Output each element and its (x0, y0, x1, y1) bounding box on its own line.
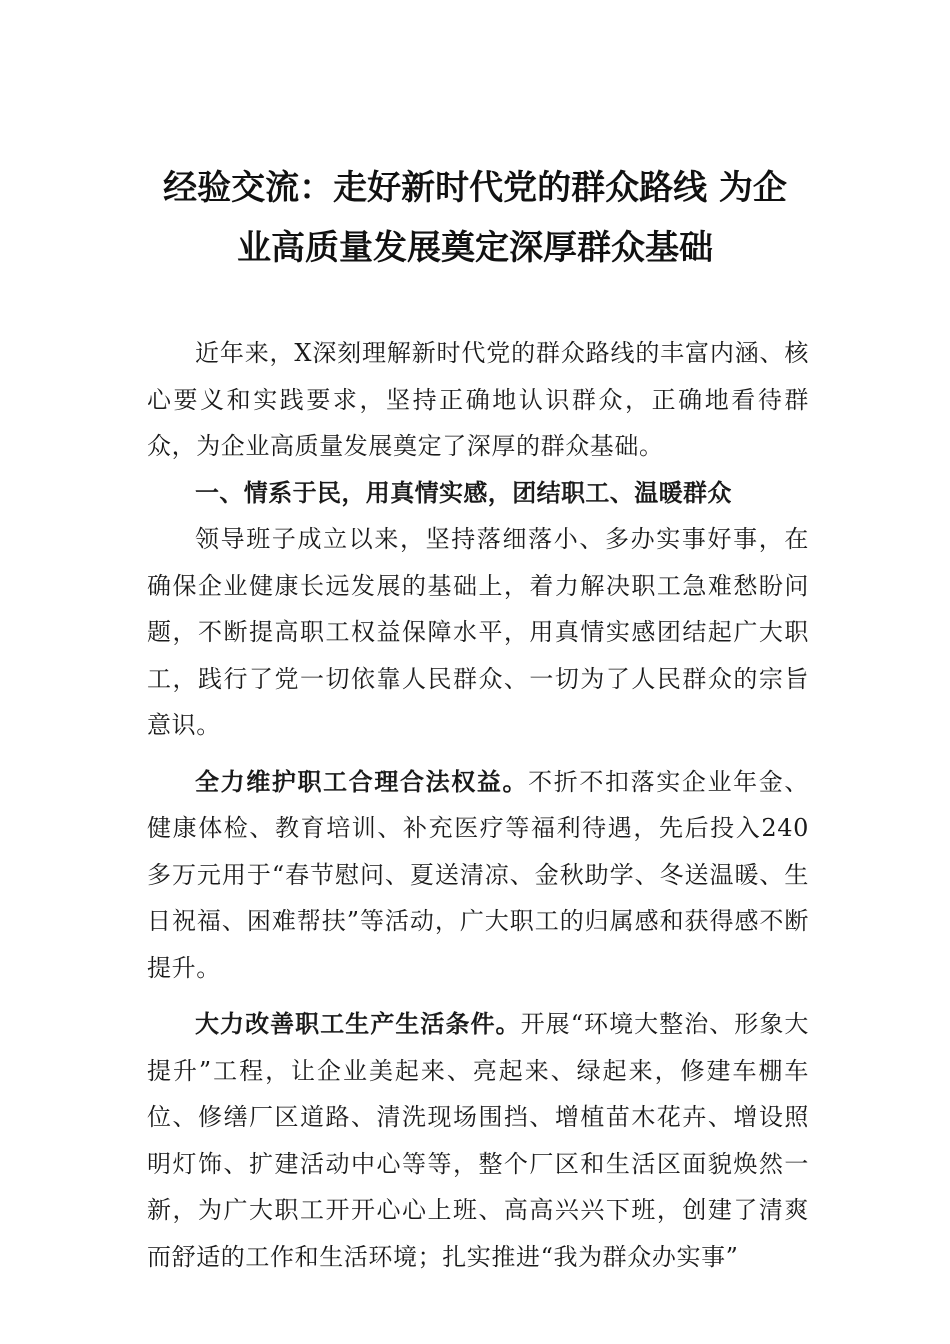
item-lead-conditions: 大力改善职工生产生活条件。 (195, 1010, 521, 1038)
document-body (147, 330, 809, 1280)
item-lead-rights: 全力维护职工合理合法权益。 (195, 767, 529, 796)
document-title (120, 158, 830, 278)
item-text-rights: 不折不扣落实企业年金、健康体检、教育培训、补充医疗等福利待遇，先后投入240多万元用于“春节慰问、夏送清凉、金秋助学、冬送温暖、生日祝福、困难帮扶”等活动，广大职工的归属感和获得感不断提升。 (147, 767, 809, 982)
list-item-conditions (147, 1001, 809, 1280)
intro-paragraph: 近年来，X深刻理解新时代党的群众路线的丰富内涵、核心要义和实践要求，坚持正确地认识群众，正确地看待群众，为企业高质量发展奠定了深厚的群众基础。 (147, 339, 809, 460)
section-paragraph: 领导班子成立以来，坚持落细落小、多办实事好事，在确保企业健康长远发展的基础上，着力解决职工急难愁盼问题，不断提高职工权益保障水平，用真情实感团结起广大职工，践行了党一切依靠人民群众、一切为了人民群众的宗旨意识。 (147, 525, 809, 739)
title-line-1: 经验交流：走好新时代党的群众路线 为企 (163, 168, 787, 208)
item-text-conditions: 开展“环境大整治、形象大提升”工程，让企业美起来、亮起来、绿起来，修建车棚车位、修缮厂区道路、清洗现场围挡、增植苗木花卉、增设照明灯饰、扩建活动中心等等，整个厂区和生活区面貌焕然一新，为广大职工开开心心上班、高高兴兴下班，创建了清爽而舒适的工作和生活环境；扎实推进“我为群众办实事” (147, 1010, 809, 1271)
title-line-2: 业高质量发展奠定深厚群众基础 (237, 228, 713, 268)
section-heading: 一、情系于民，用真情实感，团结职工、温暖群众 (195, 478, 732, 507)
list-item-rights (147, 759, 809, 992)
